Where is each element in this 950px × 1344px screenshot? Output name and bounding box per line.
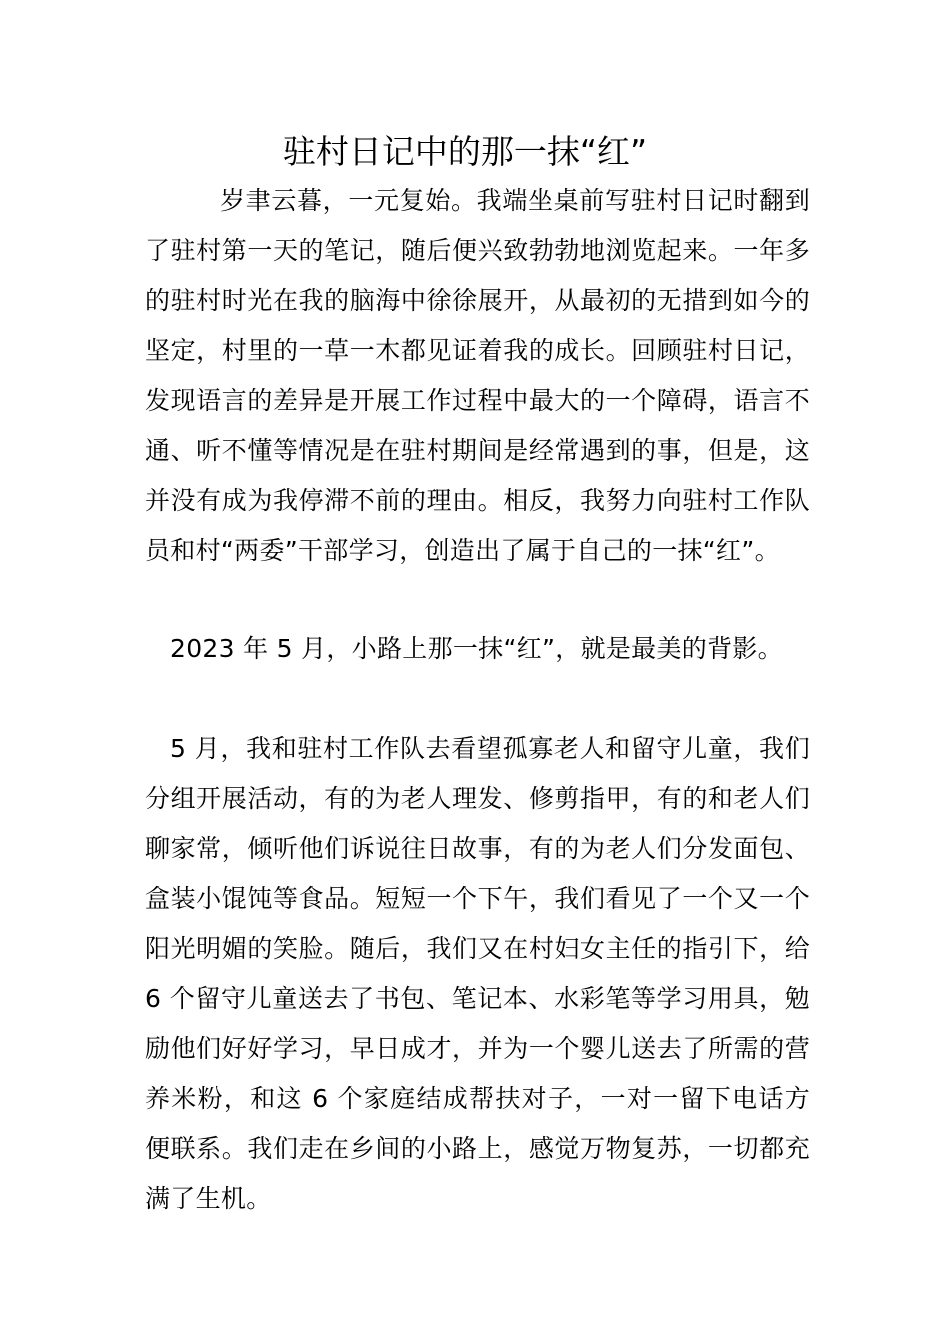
- paragraph-body: 5 月，我和驻村工作队去看望孤寡老人和留守儿童，我们分组开展活动，有的为老人理发、修剪指甲，有的和老人们聊家常，倾听他们诉说往日故事，有的为老人们分发面包、盒装小馄饨等食品。短短一个下午，我们看见了一个又一个阳光明媚的笑脸。随后，我们又在村妇女主任的指引下，给 6 个留守儿童送去了书包、笔记本、水彩笔等学习用具，勉励他们好好学习，早日成才，并为一个婴儿送去了所需的营养米粉，和这 6 个家庭结成帮扶对子，一对一留下电话方便联系。我们走在乡间的小路上，感觉万物复苏，一切都充满了生机。: [145, 734, 810, 1213]
- paragraph-intro: 岁聿云暮，一元复始。我端坐桌前写驻村日记时翻到了驻村第一天的笔记，随后便兴致勃勃地浏览起来。一年多的驻村时光在我的脑海中徐徐展开，从最初的无措到如今的坚定，村里的一草一木都见证着我的成长。回顾驻村日记，发现语言的差异是开展工作过程中最大的一个障碍，语言不通、听不懂等情况是在驻村期间是经常遇到的事，但是，这并没有成为我停滞不前的理由。相反，我努力向驻村工作队员和村“两委”干部学习，创造出了属于自己的一抹“红”。: [145, 186, 810, 565]
- document-title: 驻村日记中的那一抹“红”: [282, 132, 648, 171]
- paragraph-section-heading: 2023 年 5 月，小路上那一抹“红”，就是最美的背影。: [170, 634, 783, 663]
